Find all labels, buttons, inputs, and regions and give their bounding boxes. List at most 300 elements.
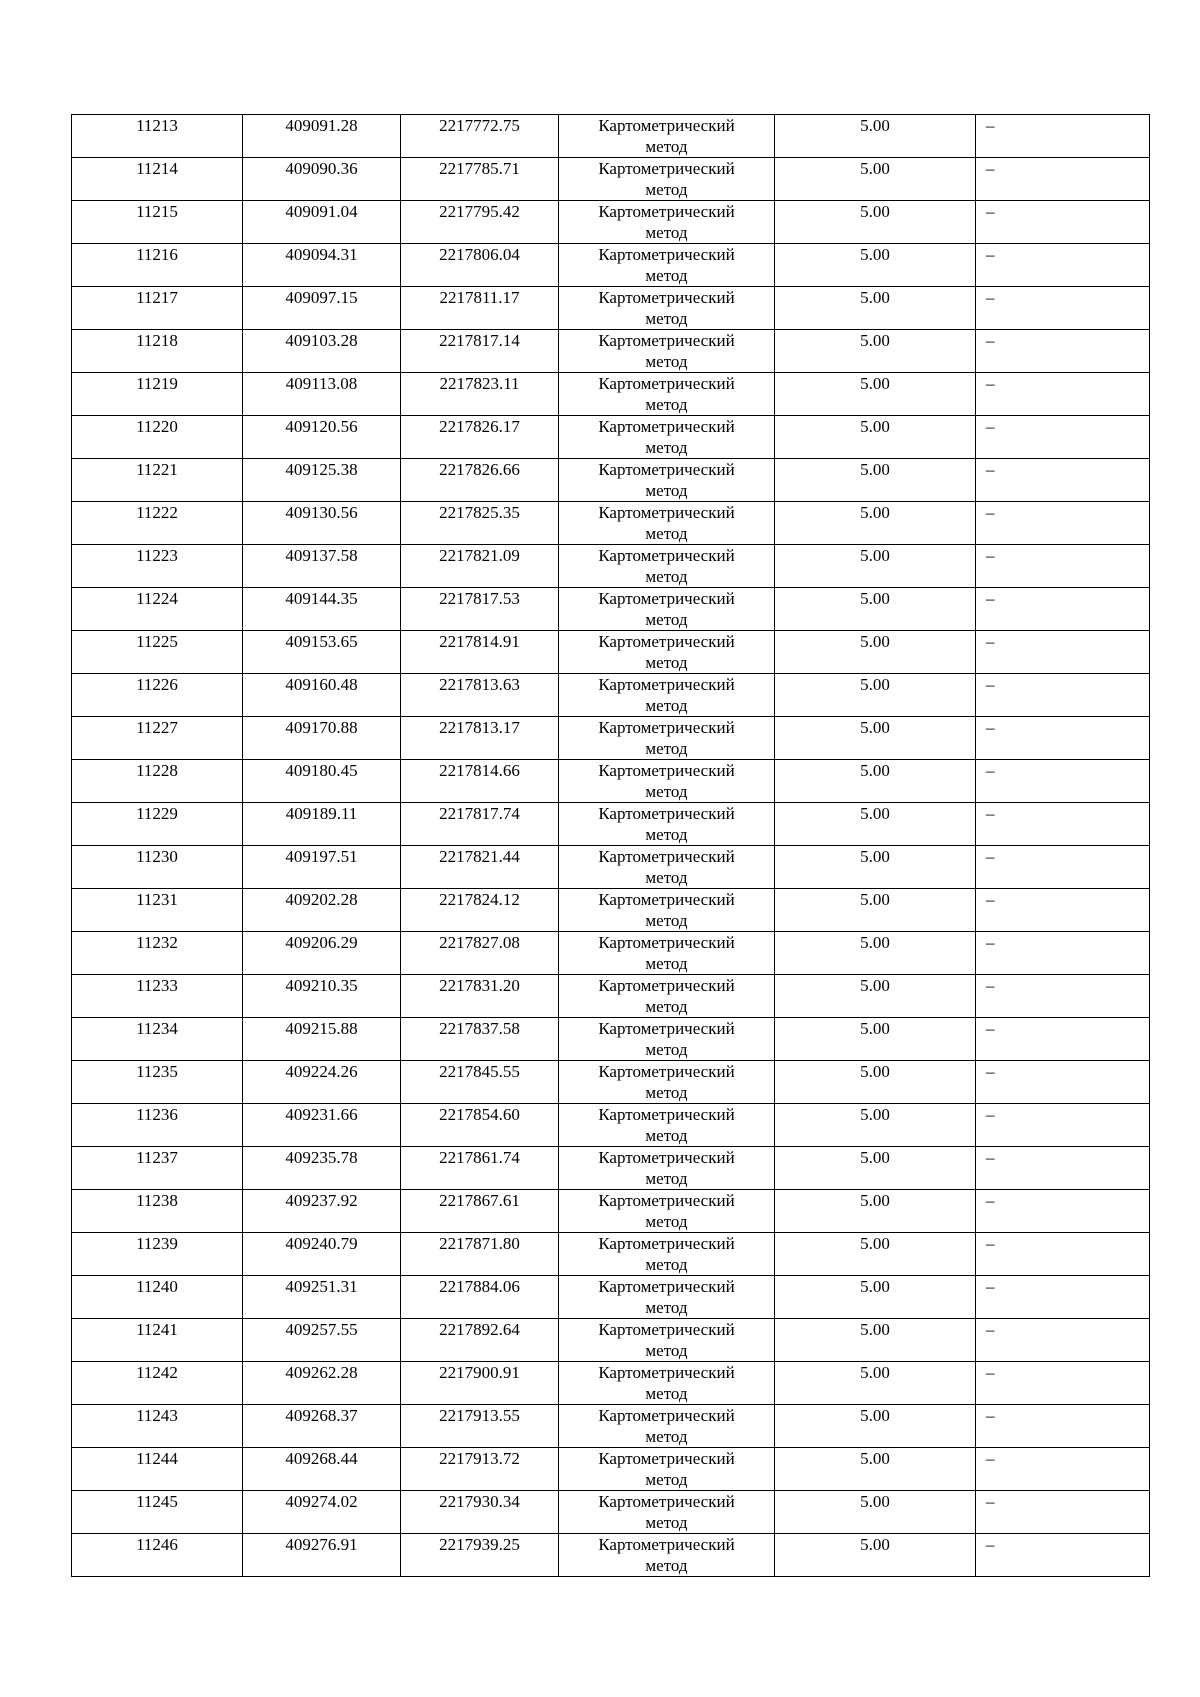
x-coordinate-cell: 409224.26: [243, 1061, 401, 1104]
method-label-line1: Картометрический: [598, 374, 735, 393]
method-cell: [559, 1491, 775, 1534]
x-coordinate-cell: 409153.65: [243, 631, 401, 674]
point-number-cell: 11241: [72, 1319, 243, 1362]
method-cell: [559, 416, 775, 459]
method-cell: [559, 115, 775, 158]
point-number-cell: 11231: [72, 889, 243, 932]
method-label-line2: метод: [645, 1126, 688, 1145]
accuracy-cell: 5.00: [775, 1233, 976, 1276]
method-label-line1: Картометрический: [598, 976, 735, 995]
point-number-cell: 11214: [72, 158, 243, 201]
x-coordinate-cell: 409251.31: [243, 1276, 401, 1319]
table-row: [72, 1147, 1150, 1190]
y-coordinate-cell: 2217837.58: [401, 1018, 559, 1061]
method-cell: [559, 1319, 775, 1362]
x-coordinate-cell: 409113.08: [243, 373, 401, 416]
method-label-line1: Картометрический: [598, 1105, 735, 1124]
accuracy-cell: 5.00: [775, 1319, 976, 1362]
point-number-cell: 11243: [72, 1405, 243, 1448]
x-coordinate-cell: 409189.11: [243, 803, 401, 846]
y-coordinate-cell: 2217825.35: [401, 502, 559, 545]
note-cell: –: [976, 201, 1150, 244]
point-number-cell: 11217: [72, 287, 243, 330]
x-coordinate-cell: 409120.56: [243, 416, 401, 459]
note-cell: –: [976, 631, 1150, 674]
method-cell: [559, 1276, 775, 1319]
note-cell: –: [976, 373, 1150, 416]
method-label-line2: метод: [645, 868, 688, 887]
y-coordinate-cell: 2217913.55: [401, 1405, 559, 1448]
method-cell: [559, 760, 775, 803]
x-coordinate-cell: 409097.15: [243, 287, 401, 330]
method-label-line1: Картометрический: [598, 546, 735, 565]
x-coordinate-cell: 409090.36: [243, 158, 401, 201]
accuracy-cell: 5.00: [775, 1190, 976, 1233]
method-cell: [559, 1190, 775, 1233]
point-number-cell: 11226: [72, 674, 243, 717]
y-coordinate-cell: 2217930.34: [401, 1491, 559, 1534]
x-coordinate-cell: 409235.78: [243, 1147, 401, 1190]
y-coordinate-cell: 2217821.44: [401, 846, 559, 889]
table-row: [72, 1405, 1150, 1448]
method-label-line1: Картометрический: [598, 288, 735, 307]
method-label-line1: Картометрический: [598, 804, 735, 823]
accuracy-cell: 5.00: [775, 717, 976, 760]
method-label-line2: метод: [645, 1169, 688, 1188]
point-number-cell: 11227: [72, 717, 243, 760]
accuracy-cell: 5.00: [775, 158, 976, 201]
method-cell: [559, 1061, 775, 1104]
method-label-line2: метод: [645, 610, 688, 629]
x-coordinate-cell: 409103.28: [243, 330, 401, 373]
y-coordinate-cell: 2217806.04: [401, 244, 559, 287]
y-coordinate-cell: 2217824.12: [401, 889, 559, 932]
method-label-line1: Картометрический: [598, 1062, 735, 1081]
y-coordinate-cell: 2217871.80: [401, 1233, 559, 1276]
accuracy-cell: 5.00: [775, 1491, 976, 1534]
note-cell: –: [976, 1448, 1150, 1491]
accuracy-cell: 5.00: [775, 244, 976, 287]
accuracy-cell: 5.00: [775, 1405, 976, 1448]
table-row: [72, 1276, 1150, 1319]
accuracy-cell: 5.00: [775, 1534, 976, 1577]
method-cell: [559, 1233, 775, 1276]
note-cell: –: [976, 1534, 1150, 1577]
method-label-line2: метод: [645, 438, 688, 457]
accuracy-cell: 5.00: [775, 115, 976, 158]
method-label-line1: Картометрический: [598, 1492, 735, 1511]
y-coordinate-cell: 2217867.61: [401, 1190, 559, 1233]
method-label-line2: метод: [645, 954, 688, 973]
note-cell: –: [976, 1276, 1150, 1319]
accuracy-cell: 5.00: [775, 201, 976, 244]
method-cell: [559, 373, 775, 416]
method-label-line1: Картометрический: [598, 847, 735, 866]
x-coordinate-cell: 409160.48: [243, 674, 401, 717]
y-coordinate-cell: 2217827.08: [401, 932, 559, 975]
x-coordinate-cell: 409210.35: [243, 975, 401, 1018]
point-number-cell: 11240: [72, 1276, 243, 1319]
point-number-cell: 11233: [72, 975, 243, 1018]
note-cell: –: [976, 545, 1150, 588]
method-label-line2: метод: [645, 653, 688, 672]
accuracy-cell: 5.00: [775, 588, 976, 631]
method-label-line2: метод: [645, 1255, 688, 1274]
x-coordinate-cell: 409274.02: [243, 1491, 401, 1534]
accuracy-cell: 5.00: [775, 1061, 976, 1104]
method-label-line1: Картометрический: [598, 1019, 735, 1038]
accuracy-cell: 5.00: [775, 846, 976, 889]
method-cell: [559, 588, 775, 631]
x-coordinate-cell: 409091.04: [243, 201, 401, 244]
table-row: [72, 1491, 1150, 1534]
x-coordinate-cell: 409170.88: [243, 717, 401, 760]
method-label-line1: Картометрический: [598, 933, 735, 952]
method-label-line2: метод: [645, 1298, 688, 1317]
method-label-line2: метод: [645, 696, 688, 715]
method-label-line2: метод: [645, 524, 688, 543]
accuracy-cell: 5.00: [775, 1147, 976, 1190]
method-label-line1: Картометрический: [598, 1320, 735, 1339]
y-coordinate-cell: 2217795.42: [401, 201, 559, 244]
y-coordinate-cell: 2217831.20: [401, 975, 559, 1018]
point-number-cell: 11219: [72, 373, 243, 416]
method-label-line2: метод: [645, 1040, 688, 1059]
table-row: [72, 201, 1150, 244]
table-row: [72, 244, 1150, 287]
x-coordinate-cell: 409197.51: [243, 846, 401, 889]
note-cell: –: [976, 1061, 1150, 1104]
method-label-line1: Картометрический: [598, 589, 735, 608]
note-cell: –: [976, 803, 1150, 846]
method-label-line1: Картометрический: [598, 632, 735, 651]
method-cell: [559, 803, 775, 846]
method-cell: [559, 631, 775, 674]
method-label-line1: Картометрический: [598, 1363, 735, 1382]
method-cell: [559, 975, 775, 1018]
table-row: [72, 1362, 1150, 1405]
point-number-cell: 11223: [72, 545, 243, 588]
y-coordinate-cell: 2217826.17: [401, 416, 559, 459]
method-label-line1: Картометрический: [598, 245, 735, 264]
method-label-line2: метод: [645, 137, 688, 156]
table-row: [72, 1319, 1150, 1362]
y-coordinate-cell: 2217814.66: [401, 760, 559, 803]
method-label-line1: Картометрический: [598, 1234, 735, 1253]
point-number-cell: 11221: [72, 459, 243, 502]
x-coordinate-cell: 409091.28: [243, 115, 401, 158]
point-number-cell: 11220: [72, 416, 243, 459]
x-coordinate-cell: 409137.58: [243, 545, 401, 588]
coordinates-table-body: [72, 115, 1150, 1577]
accuracy-cell: 5.00: [775, 287, 976, 330]
method-cell: [559, 330, 775, 373]
y-coordinate-cell: 2217817.53: [401, 588, 559, 631]
table-row: [72, 1190, 1150, 1233]
note-cell: –: [976, 889, 1150, 932]
method-cell: [559, 1018, 775, 1061]
accuracy-cell: 5.00: [775, 1018, 976, 1061]
accuracy-cell: 5.00: [775, 1362, 976, 1405]
table-row: [72, 760, 1150, 803]
method-cell: [559, 1147, 775, 1190]
accuracy-cell: 5.00: [775, 330, 976, 373]
method-label-line2: метод: [645, 223, 688, 242]
method-cell: [559, 1405, 775, 1448]
point-number-cell: 11228: [72, 760, 243, 803]
method-label-line2: метод: [645, 1212, 688, 1231]
method-cell: [559, 1362, 775, 1405]
point-number-cell: 11235: [72, 1061, 243, 1104]
note-cell: –: [976, 1190, 1150, 1233]
method-label-line2: метод: [645, 997, 688, 1016]
table-row: [72, 287, 1150, 330]
method-label-line2: метод: [645, 825, 688, 844]
method-label-line1: Картометрический: [598, 675, 735, 694]
y-coordinate-cell: 2217817.14: [401, 330, 559, 373]
x-coordinate-cell: 409268.44: [243, 1448, 401, 1491]
table-row: [72, 846, 1150, 889]
method-cell: [559, 1534, 775, 1577]
note-cell: –: [976, 760, 1150, 803]
table-row: [72, 1018, 1150, 1061]
note-cell: –: [976, 158, 1150, 201]
y-coordinate-cell: 2217823.11: [401, 373, 559, 416]
method-label-line2: метод: [645, 1384, 688, 1403]
note-cell: –: [976, 932, 1150, 975]
y-coordinate-cell: 2217826.66: [401, 459, 559, 502]
table-row: [72, 1104, 1150, 1147]
note-cell: –: [976, 1319, 1150, 1362]
y-coordinate-cell: 2217814.91: [401, 631, 559, 674]
point-number-cell: 11218: [72, 330, 243, 373]
method-label-line2: метод: [645, 1341, 688, 1360]
method-label-line1: Картометрический: [598, 1148, 735, 1167]
method-cell: [559, 545, 775, 588]
x-coordinate-cell: 409257.55: [243, 1319, 401, 1362]
note-cell: –: [976, 1362, 1150, 1405]
method-label-line1: Картометрический: [598, 1277, 735, 1296]
x-coordinate-cell: 409180.45: [243, 760, 401, 803]
note-cell: –: [976, 717, 1150, 760]
note-cell: –: [976, 330, 1150, 373]
method-cell: [559, 1104, 775, 1147]
method-cell: [559, 158, 775, 201]
method-label-line2: метод: [645, 1513, 688, 1532]
x-coordinate-cell: 409237.92: [243, 1190, 401, 1233]
note-cell: –: [976, 416, 1150, 459]
note-cell: –: [976, 1405, 1150, 1448]
accuracy-cell: 5.00: [775, 459, 976, 502]
method-label-line2: метод: [645, 309, 688, 328]
point-number-cell: 11215: [72, 201, 243, 244]
method-cell: [559, 889, 775, 932]
method-label-line2: метод: [645, 911, 688, 930]
accuracy-cell: 5.00: [775, 373, 976, 416]
method-label-line1: Картометрический: [598, 1535, 735, 1554]
x-coordinate-cell: 409094.31: [243, 244, 401, 287]
y-coordinate-cell: 2217939.25: [401, 1534, 559, 1577]
table-row: [72, 932, 1150, 975]
y-coordinate-cell: 2217892.64: [401, 1319, 559, 1362]
method-cell: [559, 1448, 775, 1491]
point-number-cell: 11230: [72, 846, 243, 889]
table-row: [72, 115, 1150, 158]
method-cell: [559, 201, 775, 244]
point-number-cell: 11238: [72, 1190, 243, 1233]
accuracy-cell: 5.00: [775, 502, 976, 545]
y-coordinate-cell: 2217813.17: [401, 717, 559, 760]
method-cell: [559, 717, 775, 760]
method-label-line2: метод: [645, 352, 688, 371]
point-number-cell: 11222: [72, 502, 243, 545]
table-row: [72, 1233, 1150, 1276]
table-row: [72, 459, 1150, 502]
table-row: [72, 717, 1150, 760]
table-row: [72, 889, 1150, 932]
point-number-cell: 11245: [72, 1491, 243, 1534]
table-row: [72, 975, 1150, 1018]
method-label-line2: метод: [645, 481, 688, 500]
coordinates-table: [71, 114, 1150, 1577]
method-cell: [559, 932, 775, 975]
accuracy-cell: 5.00: [775, 631, 976, 674]
table-row: [72, 674, 1150, 717]
note-cell: –: [976, 115, 1150, 158]
y-coordinate-cell: 2217884.06: [401, 1276, 559, 1319]
y-coordinate-cell: 2217861.74: [401, 1147, 559, 1190]
method-label-line2: метод: [645, 1427, 688, 1446]
method-label-line2: метод: [645, 266, 688, 285]
method-label-line1: Картометрический: [598, 1406, 735, 1425]
table-row: [72, 330, 1150, 373]
method-label-line1: Картометрический: [598, 417, 735, 436]
point-number-cell: 11234: [72, 1018, 243, 1061]
x-coordinate-cell: 409125.38: [243, 459, 401, 502]
table-row: [72, 416, 1150, 459]
method-cell: [559, 502, 775, 545]
point-number-cell: 11242: [72, 1362, 243, 1405]
table-row: [72, 803, 1150, 846]
method-label-line2: метод: [645, 1556, 688, 1575]
table-row: [72, 373, 1150, 416]
method-label-line1: Картометрический: [598, 202, 735, 221]
accuracy-cell: 5.00: [775, 674, 976, 717]
y-coordinate-cell: 2217811.17: [401, 287, 559, 330]
note-cell: –: [976, 287, 1150, 330]
x-coordinate-cell: 409144.35: [243, 588, 401, 631]
note-cell: –: [976, 244, 1150, 287]
method-cell: [559, 244, 775, 287]
note-cell: –: [976, 1147, 1150, 1190]
point-number-cell: 11237: [72, 1147, 243, 1190]
point-number-cell: 11236: [72, 1104, 243, 1147]
accuracy-cell: 5.00: [775, 1104, 976, 1147]
method-label-line1: Картометрический: [598, 116, 735, 135]
x-coordinate-cell: 409240.79: [243, 1233, 401, 1276]
note-cell: –: [976, 502, 1150, 545]
x-coordinate-cell: 409130.56: [243, 502, 401, 545]
y-coordinate-cell: 2217772.75: [401, 115, 559, 158]
y-coordinate-cell: 2217821.09: [401, 545, 559, 588]
method-label-line1: Картометрический: [598, 159, 735, 178]
method-label-line2: метод: [645, 567, 688, 586]
method-label-line2: метод: [645, 1470, 688, 1489]
y-coordinate-cell: 2217854.60: [401, 1104, 559, 1147]
point-number-cell: 11239: [72, 1233, 243, 1276]
point-number-cell: 11216: [72, 244, 243, 287]
accuracy-cell: 5.00: [775, 889, 976, 932]
y-coordinate-cell: 2217900.91: [401, 1362, 559, 1405]
x-coordinate-cell: 409268.37: [243, 1405, 401, 1448]
method-label-line1: Картометрический: [598, 1191, 735, 1210]
method-label-line1: Картометрический: [598, 890, 735, 909]
table-row: [72, 1448, 1150, 1491]
point-number-cell: 11225: [72, 631, 243, 674]
point-number-cell: 11232: [72, 932, 243, 975]
note-cell: –: [976, 1104, 1150, 1147]
method-label-line1: Картометрический: [598, 718, 735, 737]
note-cell: –: [976, 1491, 1150, 1534]
accuracy-cell: 5.00: [775, 1448, 976, 1491]
table-row: [72, 545, 1150, 588]
y-coordinate-cell: 2217913.72: [401, 1448, 559, 1491]
x-coordinate-cell: 409202.28: [243, 889, 401, 932]
point-number-cell: 11229: [72, 803, 243, 846]
accuracy-cell: 5.00: [775, 932, 976, 975]
method-label-line1: Картометрический: [598, 1449, 735, 1468]
accuracy-cell: 5.00: [775, 416, 976, 459]
method-cell: [559, 459, 775, 502]
note-cell: –: [976, 674, 1150, 717]
table-row: [72, 1061, 1150, 1104]
x-coordinate-cell: 409262.28: [243, 1362, 401, 1405]
accuracy-cell: 5.00: [775, 803, 976, 846]
note-cell: –: [976, 1233, 1150, 1276]
method-label-line1: Картометрический: [598, 460, 735, 479]
x-coordinate-cell: 409206.29: [243, 932, 401, 975]
method-label-line1: Картометрический: [598, 503, 735, 522]
y-coordinate-cell: 2217845.55: [401, 1061, 559, 1104]
point-number-cell: 11244: [72, 1448, 243, 1491]
note-cell: –: [976, 975, 1150, 1018]
accuracy-cell: 5.00: [775, 760, 976, 803]
method-cell: [559, 846, 775, 889]
table-row: [72, 1534, 1150, 1577]
method-label-line2: метод: [645, 1083, 688, 1102]
method-label-line1: Картометрический: [598, 331, 735, 350]
y-coordinate-cell: 2217785.71: [401, 158, 559, 201]
method-label-line2: метод: [645, 395, 688, 414]
method-label-line1: Картометрический: [598, 761, 735, 780]
x-coordinate-cell: 409215.88: [243, 1018, 401, 1061]
note-cell: –: [976, 1018, 1150, 1061]
method-label-line2: метод: [645, 739, 688, 758]
table-row: [72, 502, 1150, 545]
table-row: [72, 158, 1150, 201]
table-row: [72, 588, 1150, 631]
y-coordinate-cell: 2217813.63: [401, 674, 559, 717]
note-cell: –: [976, 459, 1150, 502]
point-number-cell: 11213: [72, 115, 243, 158]
x-coordinate-cell: 409231.66: [243, 1104, 401, 1147]
point-number-cell: 11246: [72, 1534, 243, 1577]
accuracy-cell: 5.00: [775, 1276, 976, 1319]
note-cell: –: [976, 846, 1150, 889]
method-cell: [559, 287, 775, 330]
method-label-line2: метод: [645, 180, 688, 199]
point-number-cell: 11224: [72, 588, 243, 631]
